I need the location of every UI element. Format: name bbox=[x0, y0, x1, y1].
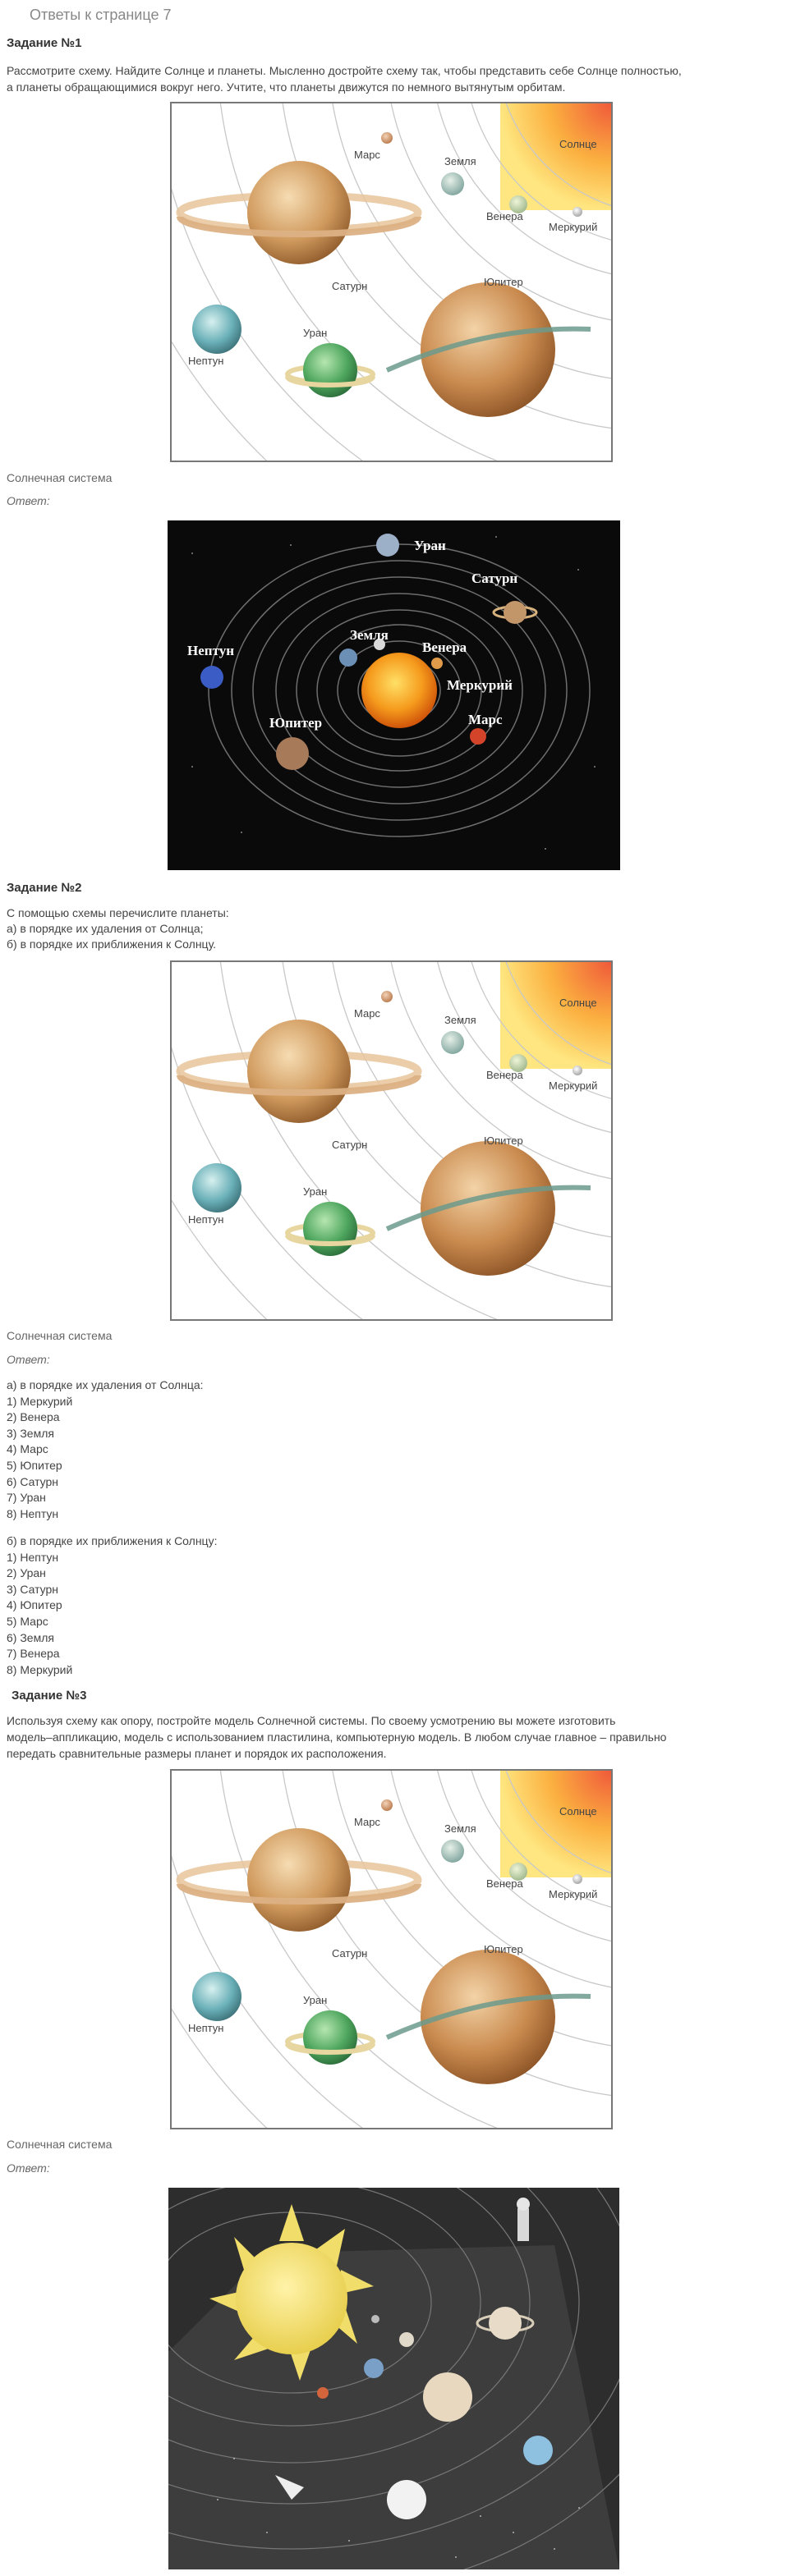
list-item: 1) Нептун bbox=[7, 1550, 59, 1564]
list-item: 5) Юпитер bbox=[7, 1458, 62, 1472]
list-item: 3) Земля bbox=[7, 1426, 54, 1440]
label-earth: Земля bbox=[444, 155, 476, 167]
list-item: 8) Нептун bbox=[7, 1506, 59, 1520]
dark-label-neptune: Нептун bbox=[187, 643, 234, 658]
dark-label-venus: Венера bbox=[422, 639, 467, 655]
label-mercury: Меркурий bbox=[549, 1888, 598, 1900]
task2-list-b bbox=[7, 1533, 217, 1678]
label-neptune: Нептун bbox=[188, 1213, 224, 1226]
label-mercury: Меркурий bbox=[549, 1079, 598, 1092]
label-mercury: Меркурий bbox=[549, 221, 598, 233]
task1-heading: Задание №1 bbox=[7, 36, 82, 50]
label-venus: Венера bbox=[486, 210, 523, 222]
task1-answer-label: Ответ: bbox=[7, 494, 50, 507]
list-item: 6) Земля bbox=[7, 1630, 54, 1644]
page-title: Ответы к странице 7 bbox=[30, 7, 172, 23]
label-mars: Марс bbox=[354, 1007, 380, 1020]
label-neptune: Нептун bbox=[188, 2022, 224, 2034]
label-mars: Марс bbox=[354, 149, 380, 161]
label-sun: Солнце bbox=[559, 1805, 597, 1817]
list-item: 3) Сатурн bbox=[7, 1582, 59, 1596]
task3-text-line3: передать сравнительные размеры планет и порядок их расположения. bbox=[7, 1747, 387, 1760]
label-jupiter: Юпитер bbox=[484, 1943, 523, 1955]
task2-text-line3: б) в порядке их приближения к Солнцу. bbox=[7, 937, 217, 951]
label-neptune: Нептун bbox=[188, 355, 224, 367]
dark-label-earth: Земля bbox=[350, 627, 389, 643]
label-sun: Солнце bbox=[559, 138, 597, 150]
list-item: 7) Уран bbox=[7, 1491, 46, 1505]
task1-schema-image bbox=[170, 102, 613, 462]
label-venus: Венера bbox=[486, 1069, 523, 1081]
list-item: 2) Венера bbox=[7, 1410, 60, 1424]
list-item: 6) Сатурн bbox=[7, 1474, 59, 1488]
task3-heading: Задание №3 bbox=[11, 1689, 87, 1703]
label-saturn: Сатурн bbox=[332, 1947, 368, 1960]
label-earth: Земля bbox=[444, 1822, 476, 1835]
label-mars: Марс bbox=[354, 1816, 380, 1828]
task2-list-a bbox=[7, 1377, 204, 1522]
label-saturn: Сатурн bbox=[332, 1139, 368, 1151]
task2-text-line1: С помощью схемы перечислите планеты: bbox=[7, 906, 229, 919]
task2-answer-label: Ответ: bbox=[7, 1353, 50, 1366]
task3-model-photo bbox=[168, 2188, 619, 2569]
list-a-title: а) в порядке их удаления от Солнца: bbox=[7, 1378, 204, 1391]
label-uranus: Уран bbox=[303, 327, 328, 339]
task3-caption: Солнечная система bbox=[7, 2138, 113, 2151]
task3-text-line2: модель–аппликацию, модель с использованием пластилина, компьютерную модель. В любом случае главное – правильно bbox=[7, 1730, 667, 1744]
label-earth: Земля bbox=[444, 1014, 476, 1026]
dark-label-uranus: Уран bbox=[414, 538, 446, 553]
task3-schema-image bbox=[170, 1769, 613, 2129]
task2-heading: Задание №2 bbox=[7, 881, 82, 895]
label-venus: Венера bbox=[486, 1877, 523, 1890]
label-jupiter: Юпитер bbox=[484, 1134, 523, 1147]
list-item: 4) Юпитер bbox=[7, 1598, 62, 1612]
label-uranus: Уран bbox=[303, 1994, 328, 2006]
task2-caption: Солнечная система bbox=[7, 1329, 113, 1342]
task1-caption: Солнечная система bbox=[7, 471, 113, 484]
task3-answer-label: Ответ: bbox=[7, 2161, 50, 2175]
dark-label-saturn: Сатурн bbox=[471, 571, 518, 586]
task3-text-line1: Используя схему как опору, постройте модель Солнечной системы. По своему усмотрению вы можете изготовить bbox=[7, 1714, 616, 1727]
list-item: 4) Марс bbox=[7, 1442, 48, 1456]
label-jupiter: Юпитер bbox=[484, 276, 523, 288]
task1-answer-image bbox=[168, 520, 620, 870]
list-item: 1) Меркурий bbox=[7, 1394, 73, 1408]
list-item: 7) Венера bbox=[7, 1647, 60, 1661]
list-item: 8) Меркурий bbox=[7, 1662, 73, 1676]
label-sun: Солнце bbox=[559, 997, 597, 1009]
list-item: 2) Уран bbox=[7, 1566, 46, 1580]
task2-schema-image bbox=[170, 960, 613, 1321]
task1-text-line1: Рассмотрите схему. Найдите Солнце и планеты. Мысленно достройте схему так, чтобы представить себе Солнце полностью, bbox=[7, 64, 682, 77]
list-b-title: б) в порядке их приближения к Солнцу: bbox=[7, 1534, 218, 1547]
dark-label-mercury: Меркурий bbox=[447, 677, 513, 693]
dark-label-mars: Марс bbox=[468, 712, 503, 727]
label-saturn: Сатурн bbox=[332, 280, 368, 292]
label-uranus: Уран bbox=[303, 1185, 328, 1198]
task2-text-line2: а) в порядке их удаления от Солнца; bbox=[7, 922, 204, 935]
task1-text-line2: а планеты обращающимися вокруг него. Учтите, что планеты движутся по немного вытянутым орбитам. bbox=[7, 80, 566, 94]
list-item: 5) Марс bbox=[7, 1614, 48, 1628]
dark-label-jupiter: Юпитер bbox=[269, 715, 323, 731]
